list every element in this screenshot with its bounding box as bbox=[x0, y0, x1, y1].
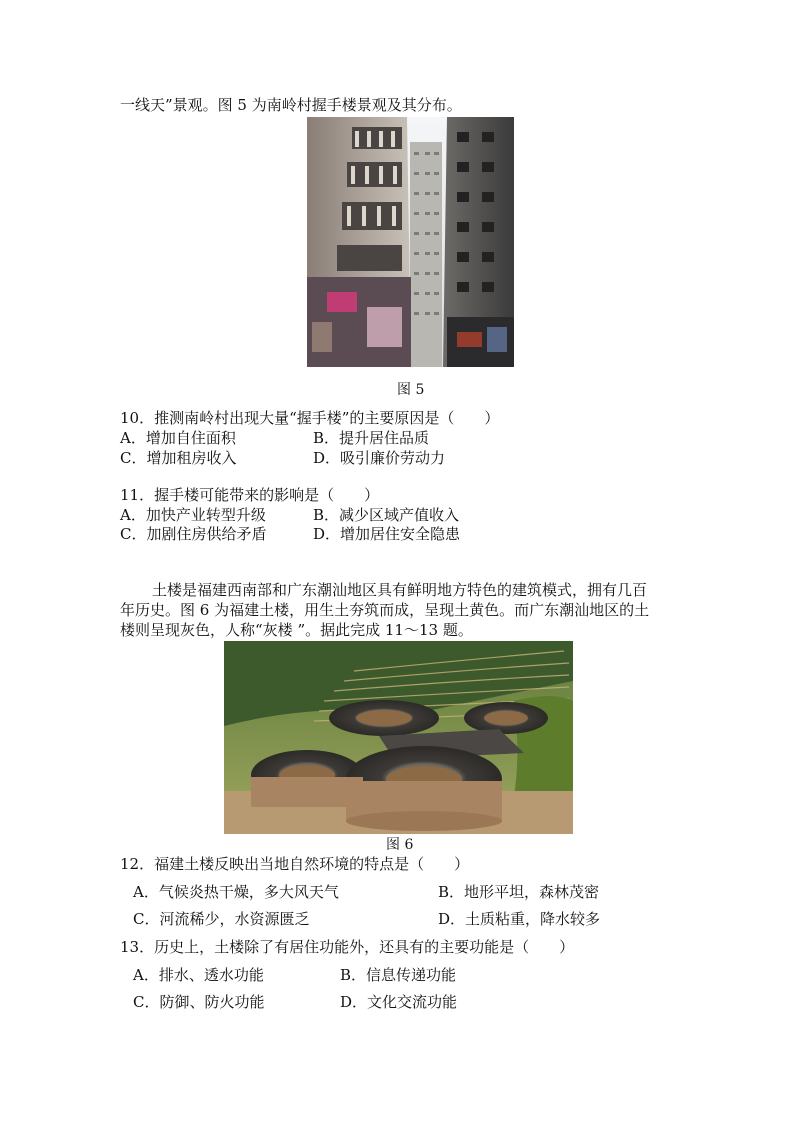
question-12-option-d[interactable]: D．土质粘重，降水较多 bbox=[438, 910, 601, 928]
question-12-option-b[interactable]: B．地形平坦，森林茂密 bbox=[438, 883, 600, 901]
question-10-stem: 10．推测南岭村出现大量“握手楼”的主要原因是（ ） bbox=[120, 409, 500, 427]
question-10-option-d[interactable]: D．吸引廉价劳动力 bbox=[313, 449, 446, 467]
figure-6-caption: 图 6 bbox=[386, 837, 414, 853]
handshake-buildings-image bbox=[307, 117, 514, 367]
question-11-option-a[interactable]: A．加快产业转型升级 bbox=[120, 506, 266, 524]
question-13-option-a[interactable]: A．排水、透水功能 bbox=[133, 966, 264, 984]
question-10-option-c[interactable]: C．增加租房收入 bbox=[120, 449, 237, 467]
intro-line: 一线天”景观。图 5 为南岭村握手楼景观及其分布。 bbox=[120, 96, 462, 114]
question-13-stem: 13．历史上，土楼除了有居住功能外，还具有的主要功能是（ ） bbox=[120, 938, 575, 956]
question-11-option-b[interactable]: B．减少区域产值收入 bbox=[313, 506, 460, 524]
passage-line-1: 土楼是福建西南部和广东潮汕地区具有鲜明地方特色的建筑模式，拥有几百 bbox=[152, 581, 648, 599]
question-11-stem: 11．握手楼可能带来的影响是（ ） bbox=[120, 486, 380, 504]
handshake-buildings-photo bbox=[307, 117, 514, 367]
question-10-option-b[interactable]: B．提升居住品质 bbox=[313, 429, 430, 447]
question-12-option-a[interactable]: A．气候炎热干燥，多大风天气 bbox=[133, 883, 339, 901]
question-11-option-c[interactable]: C．加剧住房供给矛盾 bbox=[120, 525, 267, 543]
question-10-option-a[interactable]: A．增加自住面积 bbox=[120, 429, 236, 447]
question-12-option-c[interactable]: C．河流稀少，水资源匮乏 bbox=[133, 910, 310, 928]
question-13-option-d[interactable]: D．文化交流功能 bbox=[340, 993, 458, 1011]
question-12-stem: 12．福建土楼反映出当地自然环境的特点是（ ） bbox=[120, 855, 470, 873]
passage-line-2: 年历史。图 6 为福建土楼，用生土夯筑而成，呈现土黄色。而广东潮汕地区的土 bbox=[120, 601, 650, 619]
tulou-photo bbox=[224, 641, 573, 834]
question-13-option-b[interactable]: B．信息传递功能 bbox=[340, 966, 457, 984]
tulou-image bbox=[224, 641, 573, 834]
figure-5-caption: 图 5 bbox=[397, 382, 425, 398]
question-11-option-d[interactable]: D．增加居住安全隐患 bbox=[313, 525, 461, 543]
question-13-option-c[interactable]: C．防御、防火功能 bbox=[133, 993, 265, 1011]
passage-line-3: 楼则呈现灰色，人称“灰楼 ”。据此完成 11～13 题。 bbox=[120, 621, 473, 639]
